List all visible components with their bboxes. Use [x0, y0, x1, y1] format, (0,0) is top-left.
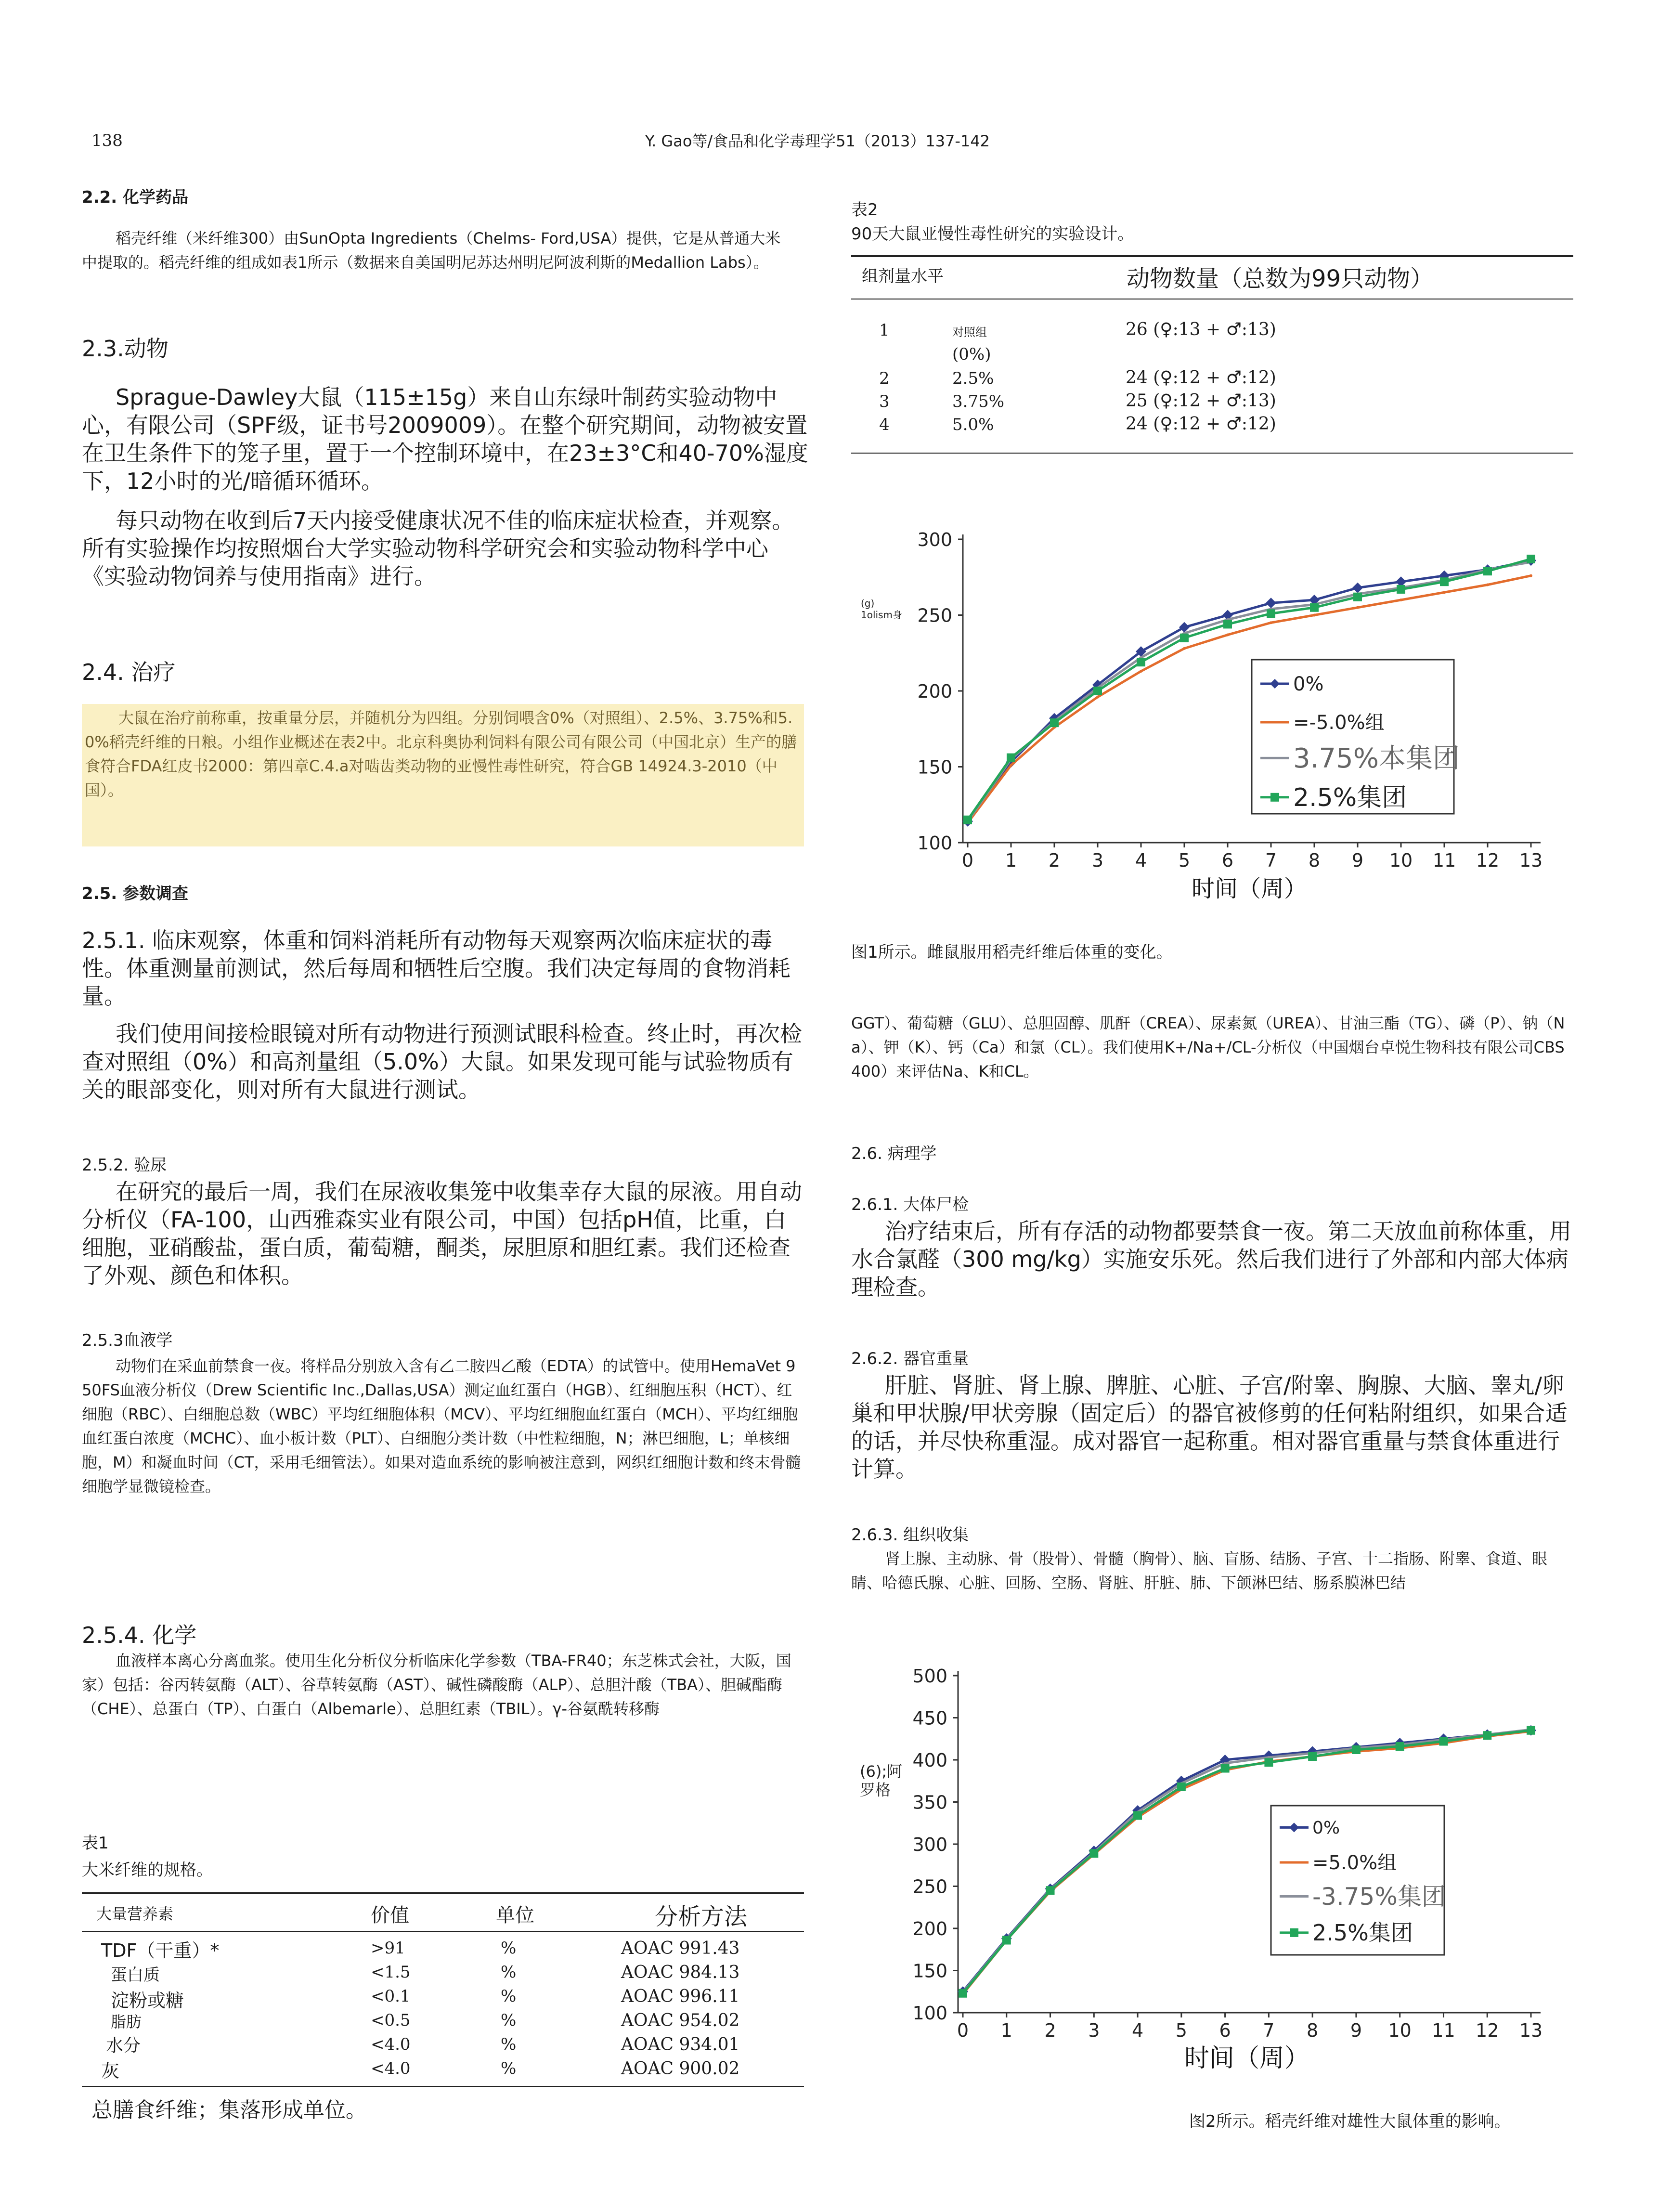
section-2-5-2-text: 在研究的最后一周，我们在尿液收集笼中收集幸存大鼠的尿液。用自动分析仪（FA-100，山西雅森实业有限公司，中国）包括pH值，比重，白细胞，亚硝酸盐，蛋白质，葡萄糖，酮类，尿胆原和胆红素。我们还检查了外观、颜色和体积。	[82, 1179, 802, 1288]
table-row	[82, 1936, 804, 1960]
x-axis-label: 时间（周）	[1191, 875, 1308, 902]
data-point	[1140, 670, 1142, 673]
data-point	[1440, 577, 1449, 586]
x-tick-label: 0	[961, 850, 974, 871]
section-2-2-heading: 2.2. 化学药品	[82, 188, 188, 207]
data-point	[1353, 593, 1362, 601]
legend-label: 0%	[1312, 1818, 1340, 1838]
y-tick-label: 350	[912, 1792, 947, 1813]
table-row	[82, 2032, 804, 2056]
section-2-6-1-heading: 2.6.1. 大体尸检	[851, 1195, 969, 1214]
y-tick-label: 200	[917, 681, 952, 702]
section-2-5-3-heading: 2.5.3血液学	[82, 1331, 173, 1350]
series-line-3	[963, 1731, 1531, 1993]
table2-cell: 2	[879, 369, 890, 388]
x-tick-label: 8	[1308, 850, 1321, 871]
table2-cell: (0%)	[952, 345, 991, 364]
table-row	[82, 2056, 804, 2080]
data-point	[1352, 1745, 1361, 1754]
x-tick-label: 5	[1178, 850, 1191, 871]
x-tick-label: 9	[1350, 2020, 1362, 2041]
table1-cell: %	[501, 2059, 517, 2078]
section-2-4-text: 大鼠在治疗前称重，按重量分层，并随机分为四组。分别饲喂含0%（对照组）、2.5%、3.75%和5.0%稻壳纤维的日粮。小组作业概述在表2中。北京科奥协利饲料有限公司有限公司（中国北京）生产的膳食符合FDA红皮书2000：第四章C.4.a对啮齿类动物的亚慢性毒性研究，符合GB 14924.3-2010（中国）。	[85, 709, 797, 799]
legend-label: 0%	[1293, 673, 1324, 695]
data-point	[1050, 718, 1059, 727]
x-tick-label: 13	[1519, 850, 1543, 871]
data-point	[1133, 1811, 1142, 1820]
y-tick-label: 300	[917, 529, 952, 550]
table2-bottom-rule	[851, 453, 1573, 454]
table1-cell: 淀粉或糖	[111, 1990, 184, 2011]
table2-header-col-2: 动物数量（总数为99只动物）	[1127, 265, 1434, 292]
data-point	[1270, 621, 1272, 624]
x-tick-label: 8	[1307, 2020, 1319, 2041]
data-point	[1396, 1742, 1404, 1751]
table1-label: 表1	[82, 1834, 109, 1853]
paragraph-after-figure-1: GGT）、葡萄糖（GLU）、总胆固醇、肌酐（CREA）、尿素氮（UREA）、甘油三酯（TG）、磷（P）、钠（Na）、钾（K）、钙（Ca）和氯（CL）。我们使用K+/Na+/CL-分析仪（中国烟台卓悦生物科技有限公司CBS400）来评估Na、K和CL。	[851, 1014, 1565, 1080]
section-2-5-4-text: 血液样本离心分离血浆。使用生化分析仪分析临床化学参数（TBA-FR40；东芝株式会社，大阪，国家）包括：谷丙转氨酶（ALT）、谷草转氨酶（AST）、碱性磷酸酶（ALP）、总胆汁酸（TBA）、胆碱酯酶（CHE）、总蛋白（TP）、白蛋白（Albemarle）、总胆红素（TBIL）。γ-谷氨酰转移酶	[82, 1652, 791, 1718]
data-point	[1486, 584, 1489, 586]
data-point	[1310, 603, 1319, 612]
x-tick-label: 2	[1048, 850, 1061, 871]
y-axis-label: (g)	[861, 598, 875, 609]
y-tick-label: 250	[912, 1876, 947, 1898]
y-tick-label: 400	[912, 1750, 947, 1771]
data-point	[1223, 620, 1232, 628]
table1-cell: 水分	[106, 2036, 141, 2056]
table1-cell: 脂肪	[111, 2013, 142, 2031]
table1-bottom-rule	[82, 2086, 804, 2087]
table1-caption: 大米纤维的规格。	[82, 1861, 213, 1880]
y-tick-label: 450	[912, 1707, 947, 1729]
data-point	[1089, 1849, 1098, 1858]
data-point	[1137, 658, 1145, 666]
y-tick-label: 150	[912, 1960, 947, 1982]
figure-1-chart	[847, 510, 1550, 929]
legend-marker	[1290, 1928, 1298, 1937]
section-2-5-1-para-2: 我们使用间接检眼镜对所有动物进行预测试眼科检查。终止时，再次检查对照组（0%）和高剂量组（5.0%）大鼠。如果发现可能与试验物质有关的眼部变化，则对所有大鼠进行测试。	[82, 1021, 802, 1103]
x-tick-label: 10	[1389, 850, 1413, 871]
running-title: Y. Gao等/食品和化学毒理学51（2013）137-142	[645, 132, 990, 150]
table2-cell: 1	[879, 321, 890, 340]
data-point	[1529, 574, 1532, 577]
legend-label: =-5.0%组	[1293, 712, 1385, 734]
table2-cell: 5.0%	[952, 415, 994, 434]
x-tick-label: 12	[1476, 850, 1500, 871]
x-tick-label: 5	[1175, 2020, 1187, 2041]
table1-cell: %	[501, 2011, 517, 2030]
data-point	[1352, 583, 1363, 593]
data-point	[1096, 696, 1099, 699]
section-2-6-1-text: 治疗结束后，所有存活的动物都要禁食一夜。第二天放血前称体重，用水合氯醛（300 mg/kg）实施安乐死。然后我们进行了外部和内部大体病理检查。	[851, 1218, 1571, 1300]
section-2-6-heading: 2.6. 病理学	[851, 1144, 937, 1163]
table2-cell: 2.5%	[952, 369, 994, 388]
data-point	[1046, 1886, 1055, 1895]
legend-label: 2.5%集团	[1293, 783, 1407, 812]
y-axis-label: 1olism身	[861, 609, 902, 621]
data-point	[1264, 1758, 1273, 1767]
table1-cell: <1.5	[371, 1963, 411, 1982]
data-point	[1356, 606, 1359, 609]
page-number: 138	[91, 131, 123, 150]
section-2-5-3-text: 动物们在采血前禁食一夜。将样品分别放入含有乙二胺四乙酸（EDTA）的试管中。使用HemaVet 950FS血液分析仪（Drew Scientific Inc.,Dallas,USA）测定血红蛋白（HGB）、红细胞压积（HCT）、红细胞（RBC）、白细胞总数（WBC）平均红细胞体积（MCV）、平均红细胞血红蛋白（MCH）、平均红细胞血红蛋白浓度（MCHC）、血小板计数（PLT）、白细胞分类计数（中性粒细胞，N；淋巴细胞，L；单核细胞，M）和凝血时间（CT，采用毛细管法）。如果对造血系统的影响被注意到，网织红细胞计数和终末骨髓细胞学显微镜检查。	[82, 1357, 801, 1496]
section-2-5-4-heading: 2.5.4. 化学	[82, 1622, 197, 1648]
x-tick-label: 4	[1131, 2020, 1144, 2041]
table2-cell: 3	[879, 392, 890, 411]
section-2-3-para-2: 每只动物在收到后7天内接受健康状况不佳的临床症状检查，并观察。所有实验操作均按照烟台大学实验动物科学研究会和实验动物科学中心《实验动物饲养与使用指南》进行。	[82, 507, 794, 589]
x-tick-label: 10	[1388, 2020, 1412, 2041]
table2-cell: 4	[879, 415, 890, 434]
data-point	[963, 816, 972, 824]
x-tick-label: 2	[1044, 2020, 1056, 2041]
section-2-5-2-heading: 2.5.2. 验尿	[82, 1156, 167, 1175]
x-tick-label: 0	[957, 2020, 969, 2041]
data-point	[959, 1989, 967, 1998]
data-point	[1002, 1936, 1011, 1945]
data-point	[1443, 591, 1446, 594]
y-axis-label: 罗格	[860, 1781, 891, 1799]
table1-header-col-1: 大量营养素	[96, 1905, 174, 1923]
x-tick-label: 6	[1221, 850, 1234, 871]
y-tick-label: 100	[912, 2003, 947, 2024]
table2-top-rule	[851, 255, 1573, 257]
x-tick-label: 1	[1000, 2020, 1012, 2041]
table1-cell: 蛋白质	[111, 1965, 160, 1985]
series-line-1	[963, 1731, 1531, 1994]
table1-cell: 灰	[101, 2060, 120, 2082]
data-point	[1010, 764, 1012, 767]
data-point	[1093, 687, 1102, 695]
data-point	[1266, 598, 1276, 608]
table1-header-col-2: 价值	[371, 1904, 409, 1926]
table1-top-rule	[82, 1892, 804, 1894]
x-tick-label: 7	[1263, 2020, 1275, 2041]
section-2-6-3-text: 肾上腺、主动脉、骨（股骨）、骨髓（胸骨）、脑、盲肠、结肠、子宫、十二指肠、附睾、食道、眼睛、哈德氏腺、心脏、回肠、空肠、肾脏、肝脏、肺、下颌淋巴结、肠系膜淋巴结	[851, 1549, 1548, 1592]
table2-cell: 24 (♀:12 + ♂:12)	[1126, 414, 1276, 434]
table-row	[82, 1960, 804, 1984]
section-2-6-2-text: 肝脏、肾脏、肾上腺、脾脏、心脏、子宫/附睾、胸腺、大脑、睾丸/卵巢和甲状腺/甲状旁腺（固定后）的器官被修剪的任何粘附组织，如果合适的话，并尽快称重湿。成对器官一起称重。相对器官重量与禁食体重进行计算。	[851, 1372, 1568, 1482]
data-point	[1527, 555, 1535, 563]
y-tick-label: 100	[917, 833, 952, 854]
table2-cell: 26 (♀:13 + ♂:13)	[1126, 320, 1276, 339]
x-tick-label: 11	[1432, 2020, 1455, 2041]
x-tick-label: 9	[1351, 850, 1364, 871]
data-point	[1483, 567, 1492, 575]
section-2-6-2-heading: 2.6.2. 器官重量	[851, 1349, 969, 1368]
series-line-0	[963, 1731, 1531, 1992]
table1-cell: %	[501, 1987, 517, 2006]
data-point	[1483, 1731, 1491, 1740]
x-tick-label: 3	[1088, 2020, 1100, 2041]
data-point	[1180, 634, 1189, 642]
y-tick-label: 300	[912, 1834, 947, 1855]
table1-cell: <0.5	[371, 2011, 411, 2030]
table1-cell: >91	[371, 1939, 405, 1958]
legend-label: =5.0%组	[1312, 1852, 1397, 1874]
table2-header-col-1: 组剂量水平	[862, 267, 944, 286]
table1-cell: %	[501, 1939, 517, 1958]
table1-cell: %	[501, 2035, 517, 2054]
data-point	[1527, 1726, 1535, 1735]
table1-cell: <4.0	[371, 2035, 411, 2054]
table-row	[82, 1984, 804, 2011]
table2-cell: 25 (♀:12 + ♂:13)	[1126, 391, 1276, 411]
y-tick-label: 150	[917, 756, 952, 778]
y-axis-label: (6);阿	[860, 1762, 903, 1781]
legend-label: -3.75%集团	[1312, 1883, 1446, 1911]
section-2-2-text: 稻壳纤维（米纤维300）由SunOpta Ingredients（Chelms- Ford,USA）提供，它是从普通大米中提取的。稻壳纤维的组成如表1所示（数据来自美国明尼苏达州明尼阿波利斯的Medallion Labs）。	[82, 229, 781, 272]
table1-cell: AOAC 934.01	[621, 2035, 740, 2055]
legend-label: 3.75%本集团	[1293, 743, 1460, 774]
data-point	[1226, 633, 1229, 636]
table1-cell: AOAC 954.02	[621, 2011, 740, 2030]
table2-label: 表2	[851, 200, 878, 220]
table1-cell: <0.1	[371, 1987, 411, 2006]
data-point	[1400, 599, 1402, 601]
section-2-3-heading: 2.3.动物	[82, 336, 168, 362]
figure-2-chart	[847, 1656, 1550, 2080]
table1-cell: <4.0	[371, 2059, 411, 2078]
legend-label: 2.5%集团	[1312, 1920, 1413, 1946]
figure-2-caption: 图2所示。稻壳纤维对雄性大鼠体重的影响。	[1189, 2112, 1511, 2131]
table1-cell: AOAC 984.13	[621, 1963, 740, 1982]
y-tick-label: 500	[912, 1666, 947, 1687]
table2-caption: 90天大鼠亚慢性毒性研究的实验设计。	[851, 224, 1134, 244]
data-point	[1183, 647, 1186, 650]
series-line-2	[963, 1730, 1531, 1992]
section-2-6-3-heading: 2.6.3. 组织收集	[851, 1525, 969, 1545]
table1-footnote: 总膳食纤维；集落形成单位。	[91, 2098, 367, 2122]
table1-header-col-4: 分析方法	[655, 1903, 748, 1930]
x-axis-label: 时间（周）	[1184, 2044, 1310, 2073]
x-tick-label: 6	[1219, 2020, 1231, 2041]
table1-cell: AOAC 900.02	[621, 2059, 740, 2079]
x-tick-label: 13	[1519, 2020, 1543, 2041]
table2-cell: 对照组	[952, 325, 987, 339]
table1-header-rule	[82, 1931, 804, 1932]
table1-header-col-3: 单位	[496, 1904, 534, 1926]
legend-marker	[1270, 793, 1279, 802]
table1-cell: AOAC 996.11	[621, 1987, 740, 2006]
data-point	[1397, 585, 1405, 594]
x-tick-label: 12	[1476, 2020, 1499, 2041]
table1-cell: TDF（干重）*	[101, 1940, 220, 1961]
table2-cell: 24 (♀:12 + ♂:12)	[1126, 368, 1276, 388]
x-tick-label: 1	[1005, 850, 1017, 871]
section-2-5-heading: 2.5. 参数调查	[82, 884, 188, 903]
table1-cell: AOAC 991.43	[621, 1939, 740, 1958]
x-tick-label: 7	[1265, 850, 1277, 871]
data-point	[1221, 1764, 1230, 1773]
y-tick-label: 200	[912, 1918, 947, 1939]
y-tick-label: 250	[917, 605, 952, 626]
section-2-4-heading: 2.4. 治疗	[82, 659, 176, 685]
data-point	[1007, 754, 1015, 762]
data-point	[1177, 1783, 1186, 1791]
x-tick-label: 3	[1091, 850, 1104, 871]
table1-cell: %	[501, 1963, 517, 1982]
data-point	[1313, 614, 1316, 617]
table-row	[82, 2008, 804, 2032]
data-point	[1439, 1737, 1448, 1746]
section-2-5-1-text: 2.5.1. 临床观察，体重和饲料消耗所有动物每天观察两次临床症状的毒性。体重测量前测试，然后每周和牺牲后空腹。我们决定每周的食物消耗量。	[82, 927, 791, 1009]
x-tick-label: 4	[1135, 850, 1147, 871]
table2-cell: 3.75%	[952, 392, 1005, 411]
data-point	[1308, 1752, 1317, 1761]
figure-1-caption: 图1所示。雌鼠服用稻壳纤维后体重的变化。	[851, 943, 1173, 962]
data-point	[1267, 609, 1275, 618]
section-2-3-para-1: Sprague-Dawley大鼠（115±15g）来自山东绿叶制药实验动物中心，有限公司（SPF级，证书号2009009）。在整个研究期间，动物被安置在卫生条件下的笼子里，置于一个控制环境中，在23±3°C和40-70%湿度下，12小时的光/暗循环循环。	[82, 384, 808, 494]
table1-header	[82, 1895, 804, 1929]
x-tick-label: 11	[1432, 850, 1456, 871]
